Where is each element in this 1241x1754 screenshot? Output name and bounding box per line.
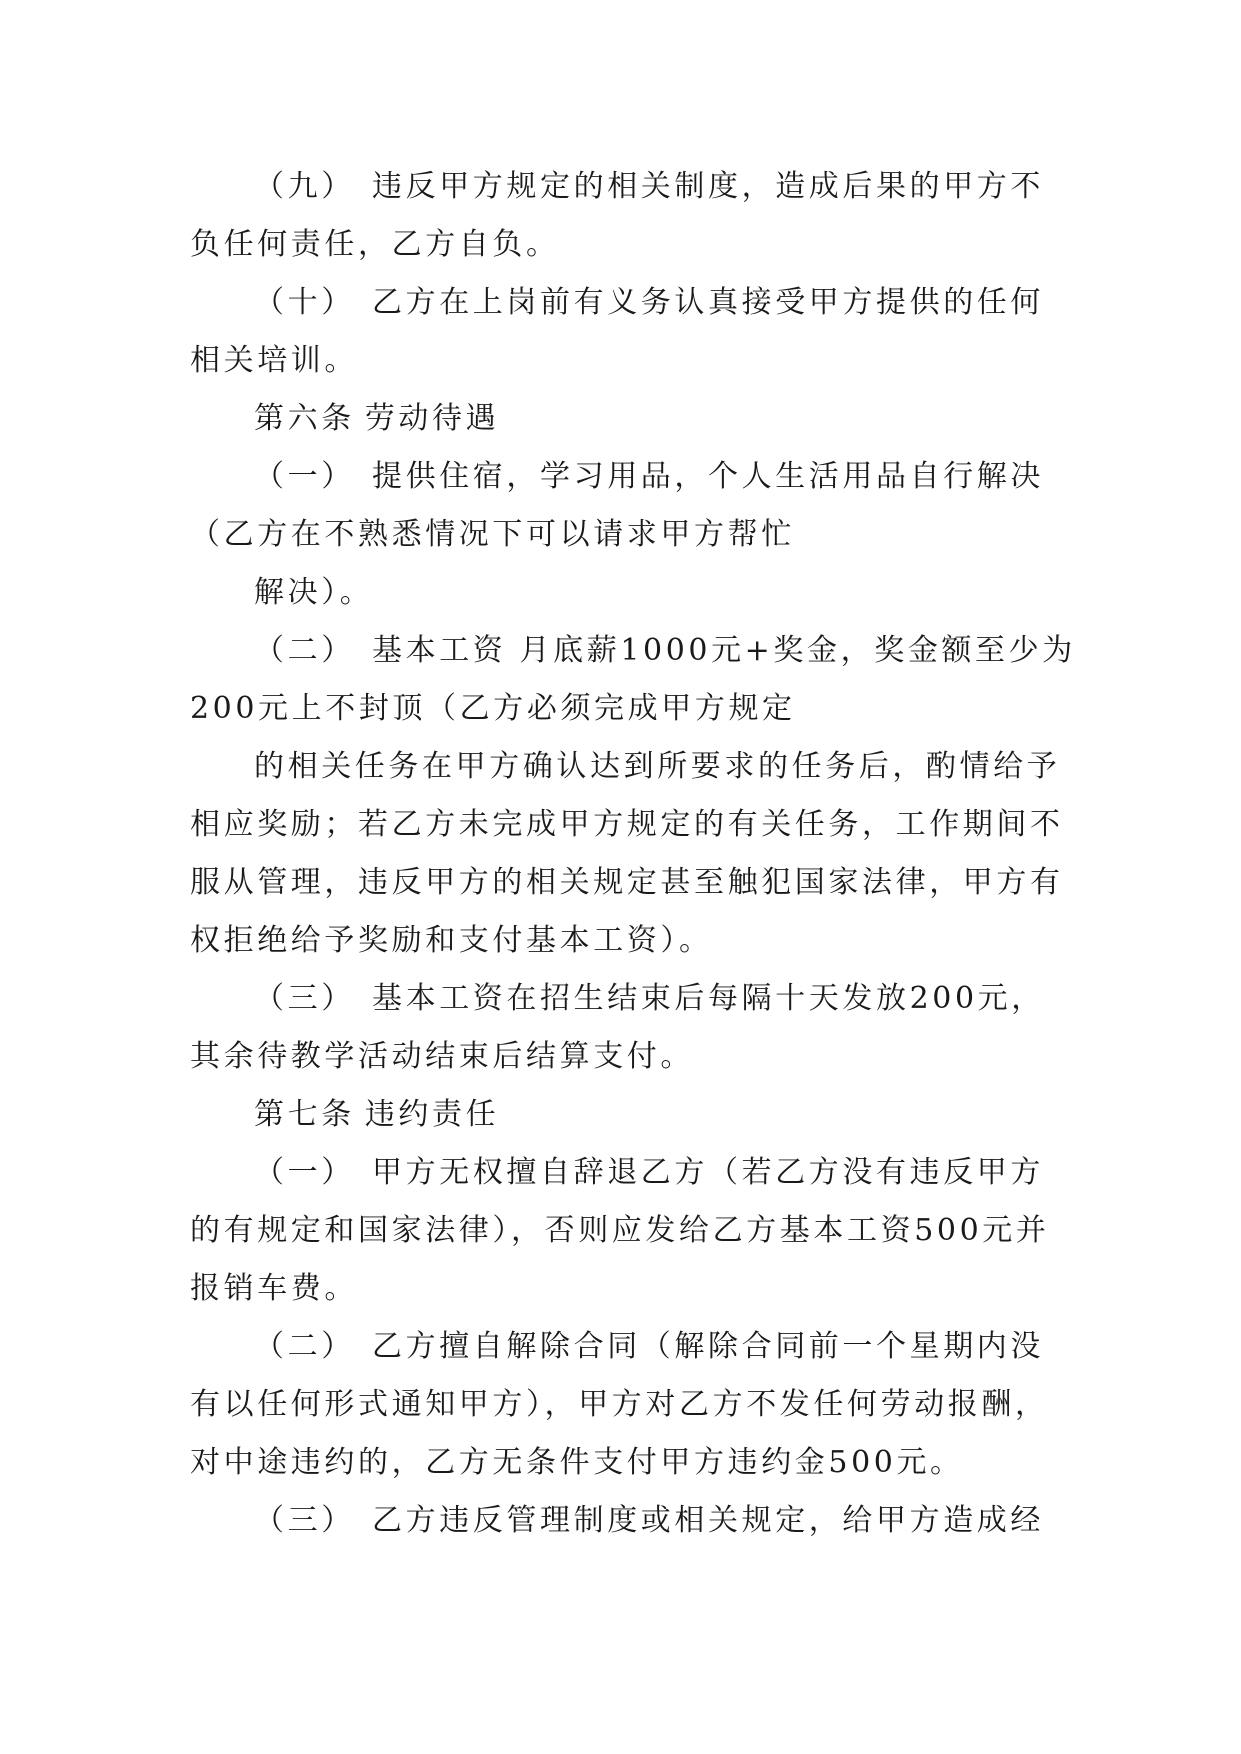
clause-text: 甲方无权擅自辞退乙方（若乙方没有违反甲方 — [372, 1155, 1044, 1190]
clause-text: 相关培训。 — [190, 343, 358, 378]
clause-text: 乙方擅自解除合同（解除合同前一个星期内没 — [372, 1329, 1044, 1364]
clause-text: 负任何责任，乙方自负。 — [190, 227, 560, 262]
article-6-item-3-line-2 — [190, 1028, 1060, 1086]
article-7-heading — [190, 1086, 1060, 1144]
article-7-item-2-line-3 — [190, 1434, 1060, 1492]
article-7-item-2-line-1 — [190, 1318, 1060, 1376]
clause-text: 200元上不封顶（乙方必须完成甲方规定 — [190, 691, 796, 726]
article-6-item-3-line-1 — [190, 970, 1060, 1028]
clause-text: 乙方违反管理制度或相关规定，给甲方造成经 — [372, 1503, 1044, 1538]
clause-marker: （二） — [254, 1329, 355, 1364]
clause-text: 权拒绝给予奖励和支付基本工资）。 — [190, 923, 713, 958]
article-7-item-1-line-3 — [190, 1260, 1060, 1318]
article-6-item-1-line-2 — [190, 506, 1060, 564]
clause-10-line-1 — [190, 274, 1060, 332]
article-7-item-3-line-1 — [190, 1492, 1060, 1550]
clause-text: 基本工资在招生结束后每隔十天发放200元， — [372, 981, 1045, 1016]
article-7-item-2-line-2 — [190, 1376, 1060, 1434]
clause-marker: （一） — [254, 459, 355, 494]
article-7-item-1-line-1 — [190, 1144, 1060, 1202]
clause-marker: （三） — [254, 1503, 355, 1538]
clause-text: 违反甲方规定的相关制度，造成后果的甲方不 — [372, 169, 1044, 204]
article-number: 第七条 — [254, 1097, 355, 1132]
clause-9-line-2 — [190, 216, 1060, 274]
article-6-item-2-line-3 — [190, 738, 1060, 796]
clause-text: 基本工资 月底薪1000元+奖金，奖金额至少为 — [372, 633, 1076, 668]
article-6-item-2-line-2 — [190, 680, 1060, 738]
clause-text: 提供住宿，学习用品，个人生活用品自行解决 — [372, 459, 1044, 494]
clause-text: 有以任何形式通知甲方），甲方对乙方不发任何劳动报酬， — [190, 1387, 1049, 1422]
clause-marker: （九） — [254, 169, 355, 204]
clause-text: 相应奖励；若乙方未完成甲方规定的有关任务，工作期间不 — [190, 807, 1064, 842]
article-6-item-2-line-1 — [190, 622, 1076, 680]
article-6-item-2-line-5 — [190, 854, 1064, 912]
clause-text: 乙方在上岗前有义务认真接受甲方提供的任何 — [372, 285, 1044, 320]
article-6-heading — [190, 390, 1060, 448]
clause-text: 解决）。 — [254, 575, 374, 610]
clause-text: 其余待教学活动结束后结算支付。 — [190, 1039, 694, 1074]
clause-text: 的有规定和国家法律），否则应发给乙方基本工资500元并 — [190, 1213, 1050, 1248]
article-number: 第六条 — [254, 401, 355, 436]
article-title: 违约责任 — [364, 1097, 500, 1132]
clause-9-line-1 — [190, 158, 1060, 216]
article-title: 劳动待遇 — [364, 401, 500, 436]
clause-10-line-2 — [190, 332, 1060, 390]
clause-marker: （十） — [254, 285, 355, 320]
article-6-item-1-line-3 — [190, 564, 1060, 622]
clause-text: （乙方在不熟悉情况下可以请求甲方帮忙 — [190, 517, 795, 552]
clause-text: 对中途违约的，乙方无条件支付甲方违约金500元。 — [190, 1445, 964, 1480]
clause-text: 报销车费。 — [190, 1271, 358, 1306]
clause-text: 的相关任务在甲方确认达到所要求的任务后，酌情给予 — [254, 749, 1061, 784]
contract-body — [190, 158, 1076, 1550]
article-6-item-2-line-6 — [190, 912, 1060, 970]
article-7-item-1-line-2 — [190, 1202, 1060, 1260]
clause-marker: （三） — [254, 981, 355, 1016]
clause-marker: （一） — [254, 1155, 355, 1190]
article-6-item-1-line-1 — [190, 448, 1060, 506]
clause-marker: （二） — [254, 633, 355, 668]
clause-text: 服从管理，违反甲方的相关规定甚至触犯国家法律，甲方有 — [190, 865, 1064, 900]
article-6-item-2-line-4 — [190, 796, 1064, 854]
